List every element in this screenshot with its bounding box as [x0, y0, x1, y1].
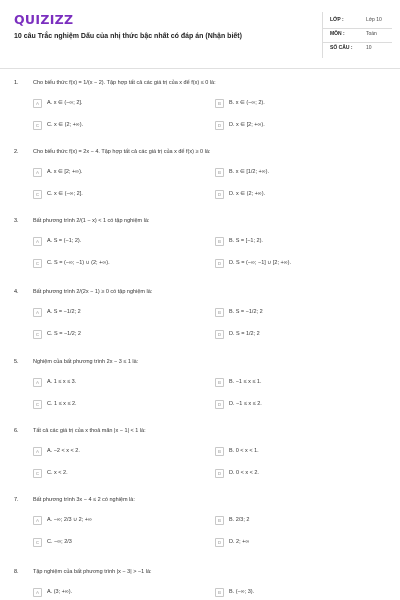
option-text: C. x < 2.: [47, 470, 68, 476]
option-letter-box: A: [33, 588, 42, 597]
option-text: D. x ∈ (2; +∞).: [229, 191, 266, 197]
option-text: B. S = −1/2; 2: [229, 309, 263, 315]
option-letter-box: C: [33, 400, 42, 409]
option-letter-box: A: [33, 168, 42, 177]
option-text: A. S = (−1; 2).: [47, 238, 82, 244]
option-letter-box: D: [215, 259, 224, 268]
option-text: D. 2; +∞: [229, 539, 250, 545]
option-letter-box: A: [33, 516, 42, 525]
option-letter-box: C: [33, 538, 42, 547]
option-text: C. x ∈ (2; +∞).: [47, 122, 84, 128]
question-number: 8.: [14, 569, 19, 575]
option-text: A. 1 ≤ x ≤ 3.: [47, 379, 77, 385]
meta-row-class: [322, 14, 392, 29]
option-letter-box: C: [33, 121, 42, 130]
option-letter-box: A: [33, 237, 42, 246]
option-text: B. 2/3; 2: [229, 517, 250, 523]
option-text: A. x ∈ [2; +∞).: [47, 169, 83, 175]
option-text: D. 0 < x < 2.: [229, 470, 259, 476]
option-text: A. (3; +∞).: [47, 589, 73, 595]
option-text: C. S = −1/2; 2: [47, 331, 81, 337]
meta-key: LỚP :: [330, 17, 344, 23]
option-text: A. x ∈ (−∞; 2].: [47, 100, 83, 106]
option-letter-box: C: [33, 190, 42, 199]
question-number: 3.: [14, 218, 19, 224]
question-text: Cho biểu thức f(x) = 1/(x − 2). Tập hợp tất cả các giá trị của x để f(x) ≤ 0 là:: [33, 80, 216, 86]
option-letter-box: D: [215, 538, 224, 547]
question-text: Bất phương trình 2/(1 − x) < 1 có tập nghiệm là:: [33, 218, 150, 224]
option-text: B. (−∞; 3).: [229, 589, 255, 595]
option-letter-box: A: [33, 308, 42, 317]
option-letter-box: D: [215, 400, 224, 409]
option-letter-box: A: [33, 378, 42, 387]
meta-key: MÔN :: [330, 31, 345, 37]
option-text: B. S = [−1; 2).: [229, 238, 263, 244]
option-text: A. S = −1/2; 2: [47, 309, 81, 315]
quizizz-logo: QUIZIZZ: [14, 12, 74, 27]
option-letter-box: B: [215, 237, 224, 246]
question-text: Bất phương trình 3x − 4 ≤ 2 có nghiệm là:: [33, 497, 135, 503]
question-number: 5.: [14, 359, 19, 365]
option-letter-box: B: [215, 168, 224, 177]
meta-row-count: [322, 42, 392, 56]
option-text: B. −1 ≤ x ≤ 1.: [229, 379, 262, 385]
option-text: C. −∞; 2/3: [47, 539, 72, 545]
question-text: Nghiệm của bất phương trình 2x − 3 ≤ 1 là:: [33, 359, 139, 365]
option-letter-box: B: [215, 588, 224, 597]
question-number: 1.: [14, 80, 19, 86]
option-letter-box: A: [33, 447, 42, 456]
worksheet-title: 10 câu Trắc nghiệm Dấu của nhị thức bậc nhất có đáp án (Nhận biết): [14, 33, 242, 40]
option-letter-box: D: [215, 190, 224, 199]
option-text: D. x ∈ [2; +∞).: [229, 122, 265, 128]
option-letter-box: D: [215, 121, 224, 130]
option-text: A. −∞; 2/3 ∪ 2; +∞: [47, 517, 92, 523]
meta-row-subject: [322, 28, 392, 43]
option-text: D. −1 ≤ x ≤ 2.: [229, 401, 262, 407]
question-text: Cho biểu thức f(x) = 2x − 4. Tập hợp tất cả các giá trị của x để f(x) ≥ 0 là:: [33, 149, 211, 155]
option-letter-box: B: [215, 447, 224, 456]
header-divider: [0, 68, 400, 69]
option-text: D. S = (−∞; −1] ∪ [2; +∞).: [229, 260, 292, 266]
option-letter-box: B: [215, 99, 224, 108]
option-letter-box: C: [33, 330, 42, 339]
option-text: D. S = 1/2; 2: [229, 331, 260, 337]
option-text: C. S = (−∞; −1) ∪ (2; +∞).: [47, 260, 110, 266]
option-letter-box: B: [215, 378, 224, 387]
option-letter-box: D: [215, 469, 224, 478]
option-letter-box: C: [33, 259, 42, 268]
question-number: 6.: [14, 428, 19, 434]
option-text: B. x ∈ [1/2; +∞).: [229, 169, 270, 175]
meta-key: SỐ CÂU :: [330, 45, 353, 51]
question-number: 4.: [14, 289, 19, 295]
meta-value: Toán: [366, 31, 377, 37]
question-text: Bất phương trình 2/(2x − 1) ≥ 0 có tập nghiệm là:: [33, 289, 153, 295]
question-text: Tất cả các giá trị của x thoả mãn |x − 1| < 1 là:: [33, 428, 146, 434]
option-letter-box: C: [33, 469, 42, 478]
option-letter-box: A: [33, 99, 42, 108]
option-letter-box: D: [215, 330, 224, 339]
option-text: B. x ∈ (−∞; 2).: [229, 100, 265, 106]
option-letter-box: B: [215, 308, 224, 317]
question-number: 7.: [14, 497, 19, 503]
meta-value: Lớp 10: [366, 17, 382, 23]
meta-value: 10: [366, 45, 372, 51]
question-text: Tập nghiệm của bất phương trình |x − 3| > −1 là:: [33, 569, 152, 575]
option-letter-box: B: [215, 516, 224, 525]
option-text: C. x ∈ (−∞; 2].: [47, 191, 83, 197]
question-number: 2.: [14, 149, 19, 155]
worksheet-header: [0, 0, 400, 70]
option-text: A. −2 < x < 2.: [47, 448, 80, 454]
option-text: C. 1 ≤ x ≤ 2.: [47, 401, 77, 407]
option-text: B. 0 < x < 1.: [229, 448, 259, 454]
